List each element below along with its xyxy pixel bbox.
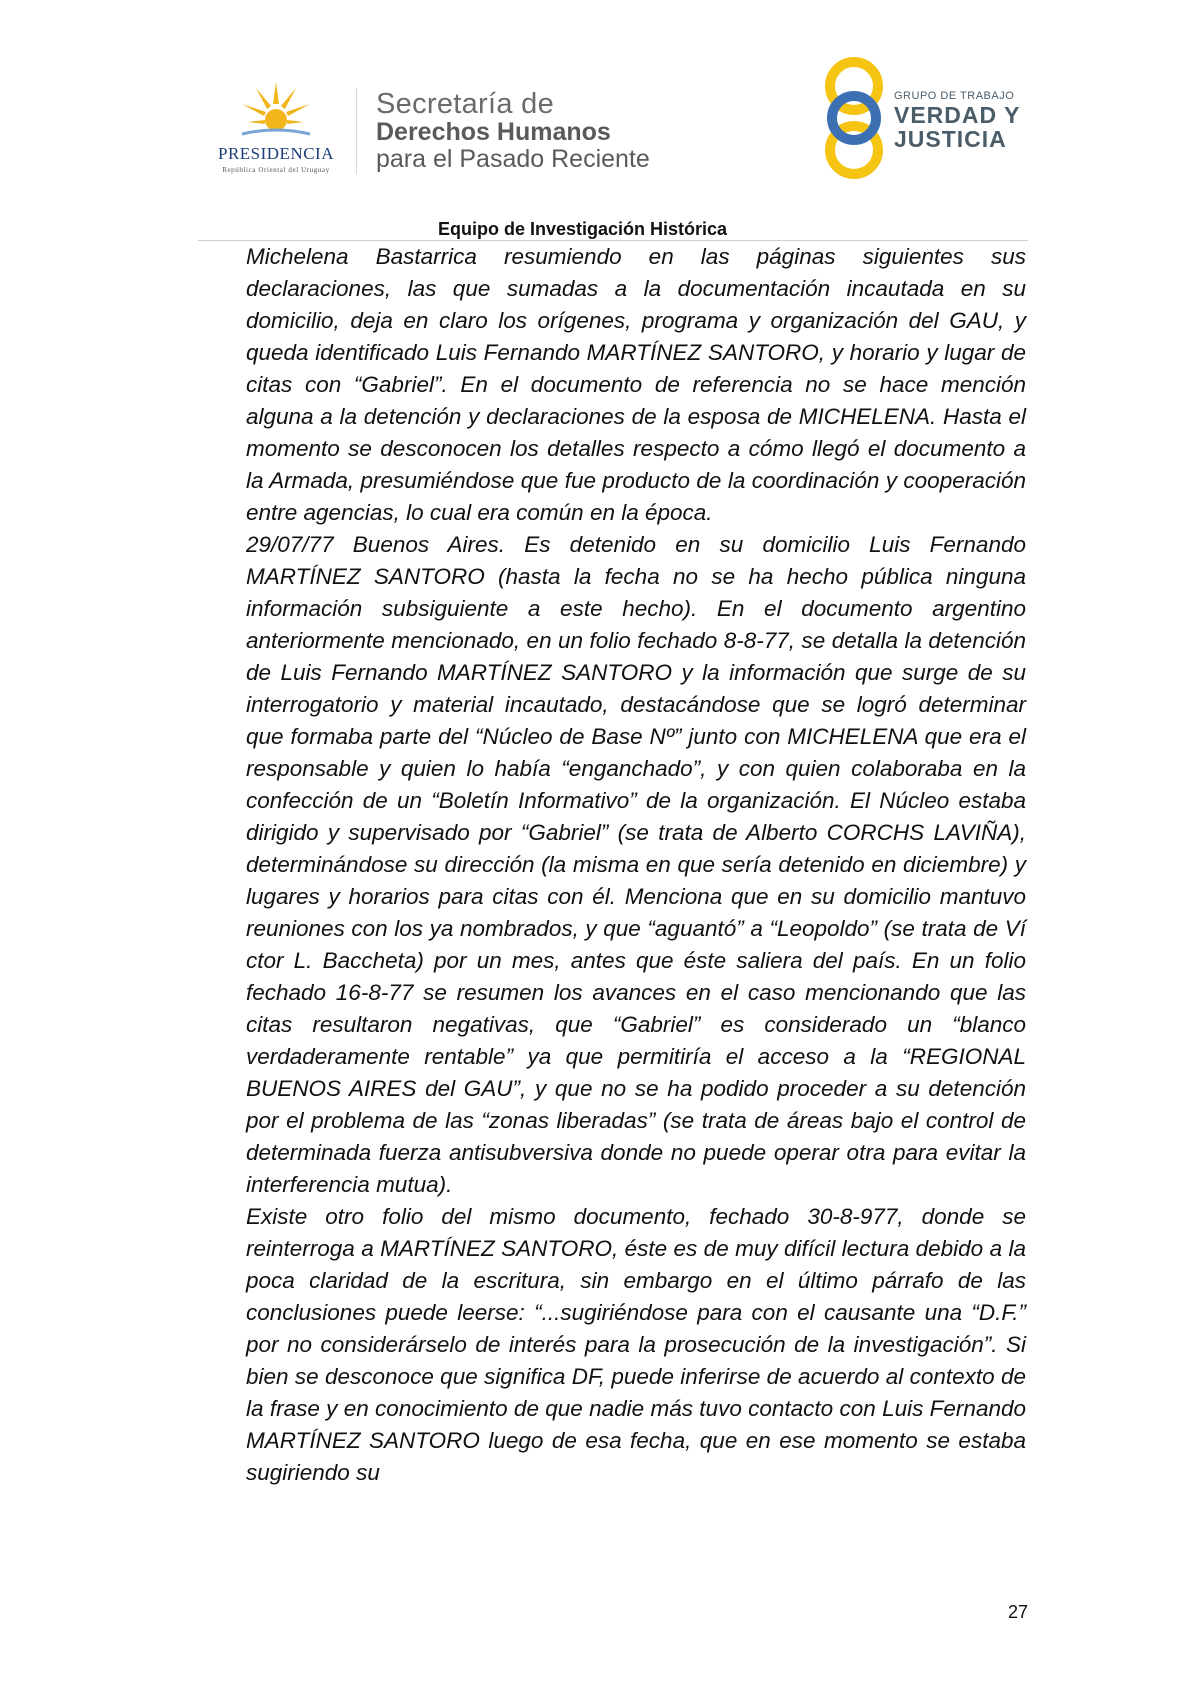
linked-rings-icon	[820, 56, 890, 180]
verdad-y-title: VERDAD Y	[894, 102, 1021, 128]
body-paragraph: Existe otro folio del mismo documento, fechado 30-8-977, donde se reinterroga a MARTÍNEZ SANTORO, éste es de muy difícil lectura debido a la poca claridad de la escritura, sin embargo en el último párrafo de las conclusiones puede leerse: “...sugiriéndose para con el causante una “D.F.” por no considerárselo de interés para la prosecución de la investigación”. Si bien se desconoce que significa DF, puede inferirse de acuerdo al contexto de la frase y en conocimiento de que nadie más tuvo contacto con Luis Fernando MARTÍNEZ SANTORO luego de esa fecha, que en ese momento se estaba sugiriendo su	[246, 1204, 1026, 1485]
secretaria-line-2: Derechos Humanos	[376, 118, 611, 146]
grupo-trabajo-caption: GRUPO DE TRABAJO	[894, 90, 1015, 102]
document-body	[246, 241, 1026, 1489]
presidencia-logo	[196, 78, 356, 183]
sun-emblem-icon	[238, 78, 314, 138]
body-paragraph: Michelena Bastarrica resumiendo en las páginas siguientes sus declaraciones, las que sumadas a la documentación incautada en su domicilio, deja en claro los orígenes, programa y organización del GAU, y queda identificado Luis Fernando MARTÍNEZ SANTORO, y horario y lugar de citas con “Gabriel”. En el documento de referencia no se hace mención alguna a la detención y declaraciones de la esposa de MICHELENA. Hasta el momento se desconocen los detalles respecto a cómo llegó el documento a la Armada, presumiéndose que fue producto de la coordinación y cooperación entre agencias, lo cual era común en la época.	[246, 244, 1026, 525]
justicia-title: JUSTICIA	[894, 126, 1007, 152]
presidencia-title: PRESIDENCIA	[217, 144, 334, 163]
grupo-trabajo-logo	[820, 56, 1060, 180]
secretaria-logo	[376, 89, 650, 173]
team-heading: Equipo de Investigación Histórica	[438, 219, 728, 239]
page-number: 27	[1008, 1602, 1029, 1622]
secretaria-line-1: Secretaría de	[376, 88, 554, 120]
secretaria-line-3: para el Pasado Reciente	[376, 145, 650, 173]
header-divider	[356, 88, 357, 174]
presidencia-subtitle: República Oriental del Uruguay	[222, 166, 330, 174]
body-paragraph: 29/07/77 Buenos Aires. Es detenido en su domicilio Luis Fernando MARTÍNEZ SANTORO (hasta la fecha no se ha hecho pública ninguna información subsiguiente a este hecho). En el documento argentino anteriormente mencionado, en un folio fechado 8-8-77, se detalla la detención de Luis Fernando MARTÍNEZ SANTORO y la información que surge de su interrogatorio y material incautado, destacándose que se logró determinar que formaba parte del “Núcleo de Base Nº” junto con MICHELENA que era el responsable y quien lo había “enganchado”, y con quien colaboraba en la confección de un “Boletín Informativo” de la organización. El Núcleo estaba dirigido y supervisado por “Gabriel” (se trata de Alberto CORCHS LAVIÑA), determinándose su dirección (la misma en que sería detenido en diciembre) y lugares y horarios para citas con él. Menciona que en su domicilio mantuvo reuniones con los ya nombrados, y que “aguantó” a “Leopoldo” (se trata de Ví ctor L. Baccheta) por un mes, antes que éste saliera del país. En un folio fechado 16-8-77 se resumen los avances en el caso mencionando que las citas resultaron negativas, que “Gabriel” es considerado un “blanco verdaderamente rentable” ya que permitiría el acceso a la “REGIONAL BUENOS AIRES del GAU”, y que no se ha podido proceder a su detención por el problema de las “zonas liberadas” (se trata de áreas bajo el control de determinada fuerza antisubversiva donde no puede operar otra para evitar la interferencia mutua).	[246, 532, 1026, 1197]
page-header	[0, 0, 1191, 239]
